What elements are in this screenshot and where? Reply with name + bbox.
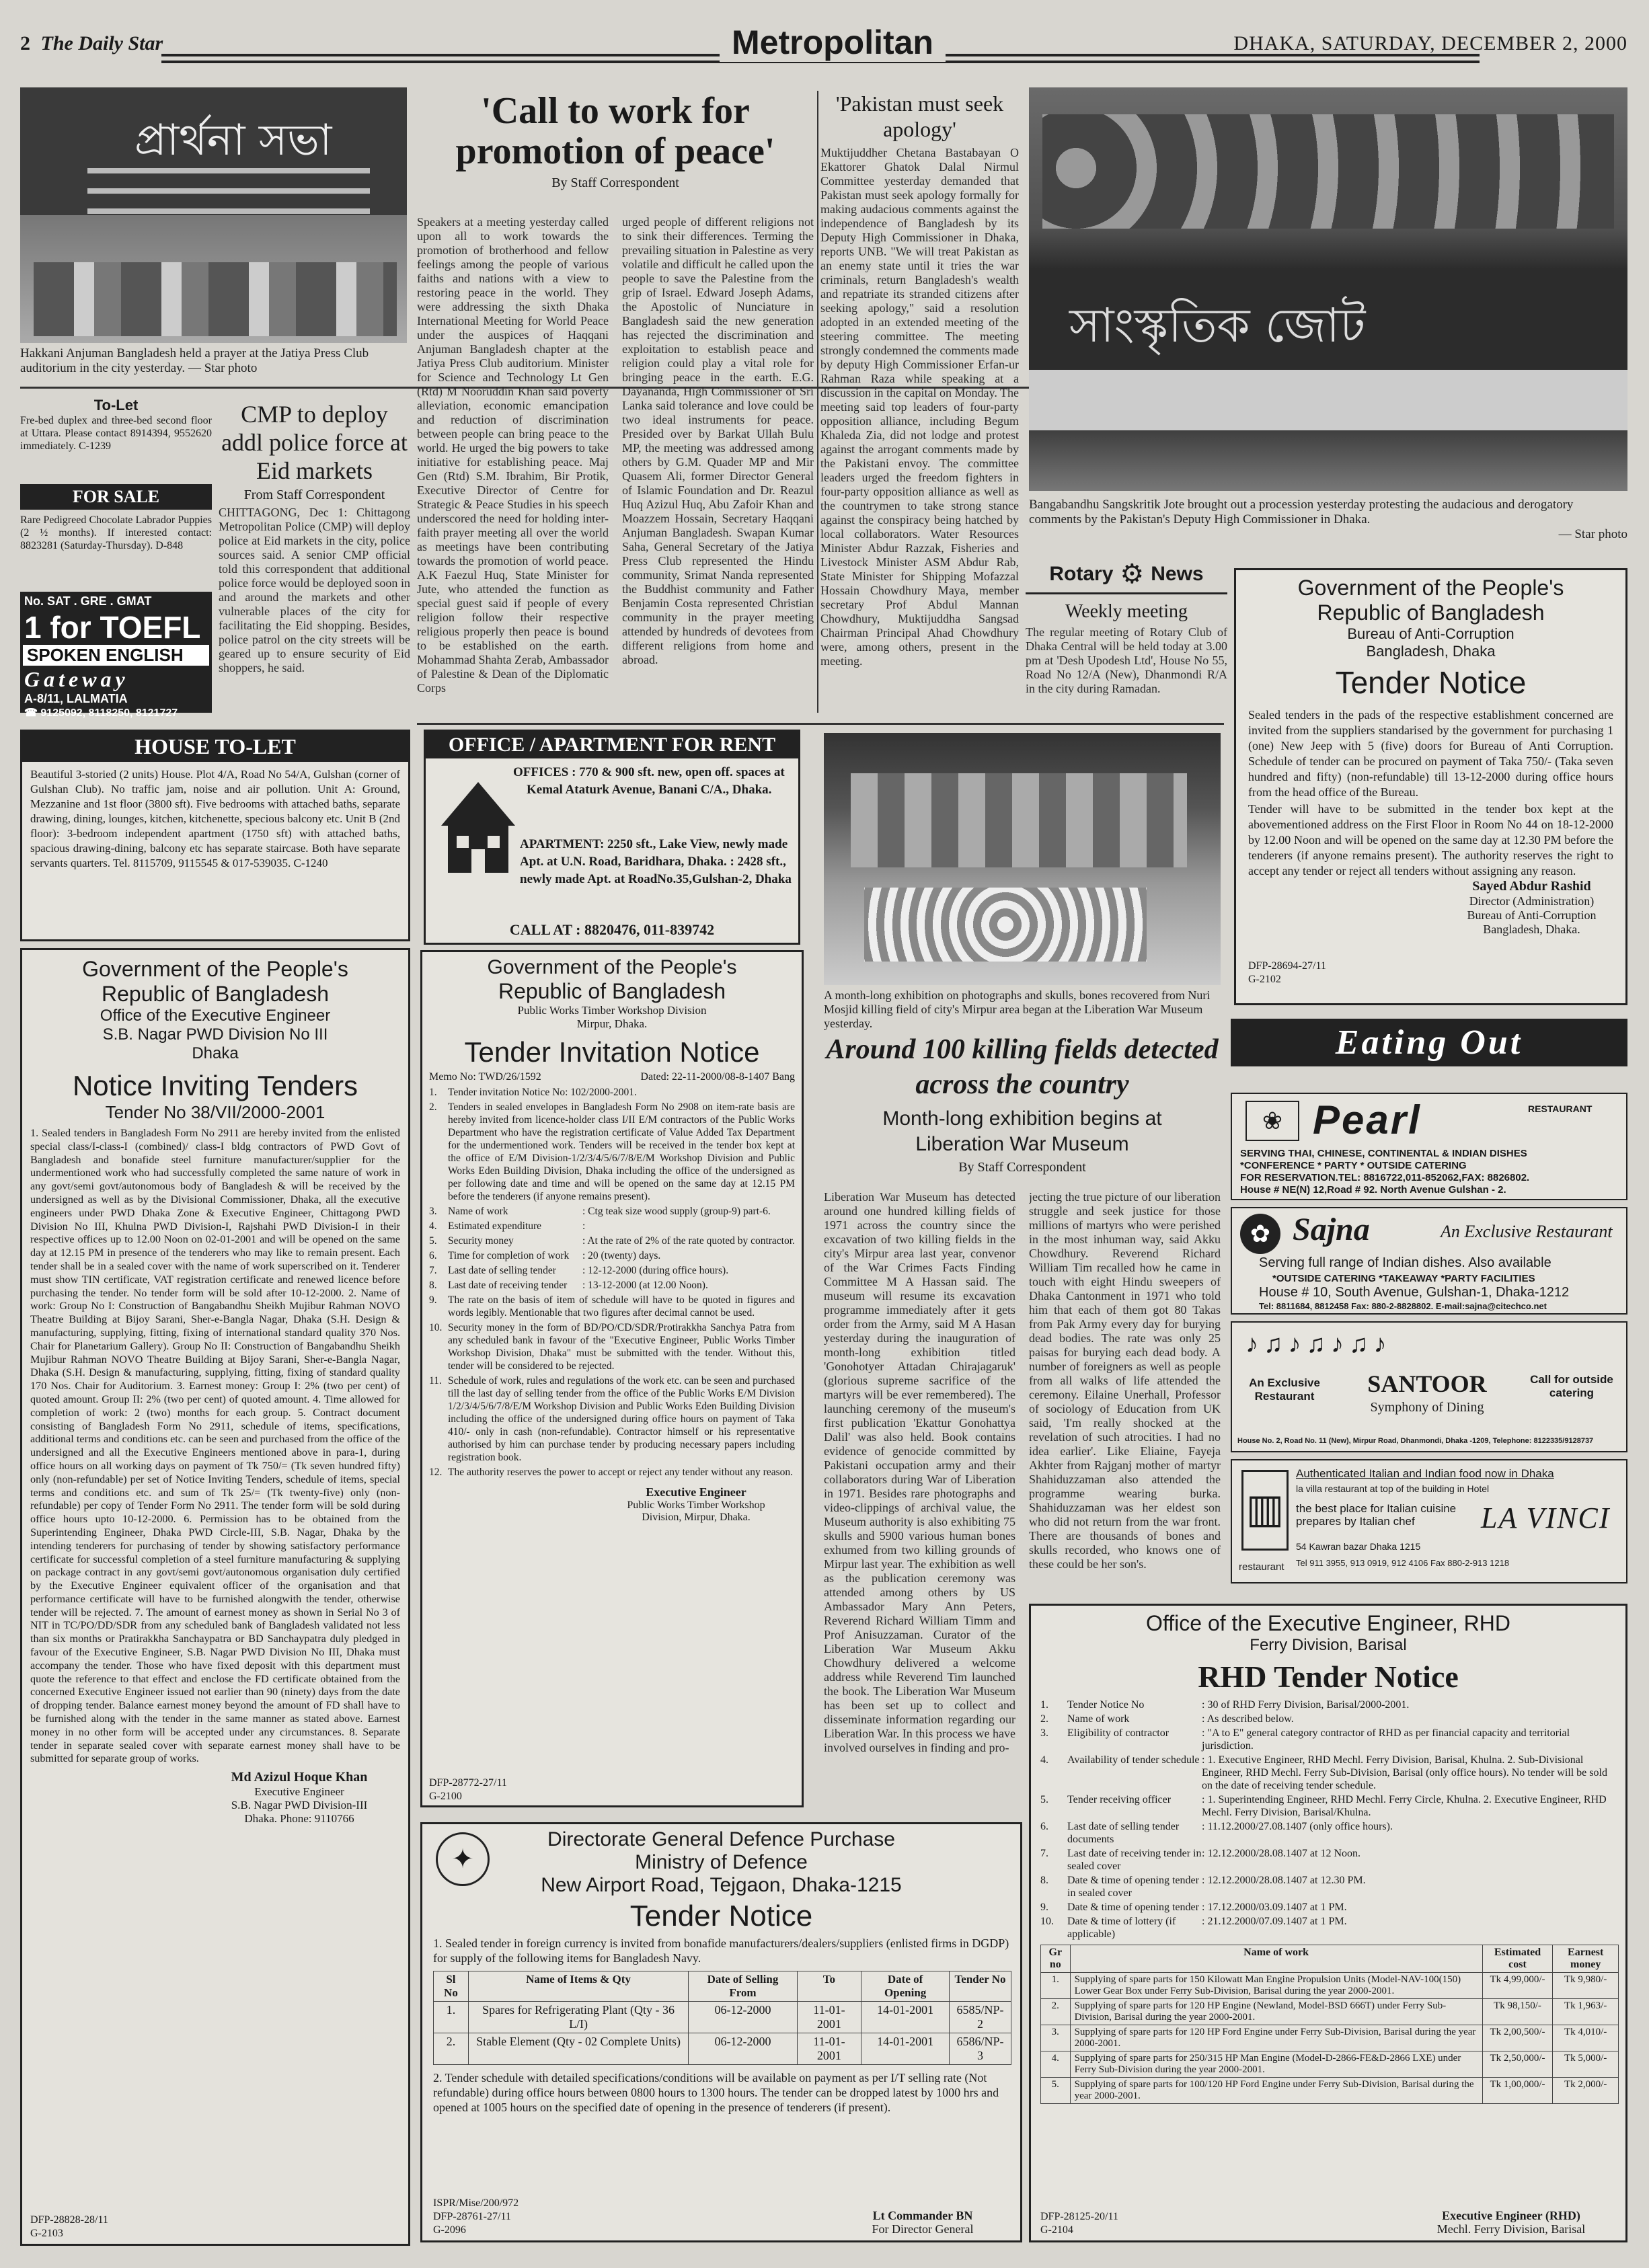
rhd-row-label: Eligibility of contractor [1067,1727,1169,1739]
ti-dfp: DFP-28772-27/11 [429,1777,507,1789]
rhd-table-header: Gr no [1041,1945,1071,1973]
rhd-row-num: 5. [1040,1794,1048,1805]
procession-photo [1029,87,1627,491]
rhd-row-label: Date & time of opening tender in sealed cover [1067,1875,1199,1899]
lavinci-ad [1231,1459,1627,1583]
santoor-name: SANTOOR [1367,1370,1487,1397]
rhd-row-num: 2. [1040,1713,1048,1725]
rhd-table-cell: 2. [1041,1999,1071,2025]
pearl-line4: House # NE(N) 12,Road # 92. North Avenue Gulshan - 2. [1240,1184,1506,1196]
caption-credit: — Star photo [188,361,258,375]
pwd-title: Notice Inviting Tenders [72,1070,358,1101]
rotary-news [1026,558,1227,713]
rhd-row-value: : As described below. [1202,1713,1294,1725]
procession-credit: — Star photo [1558,527,1627,541]
rhd-row-value: : 30 of RHD Ferry Division, Barisal/2000-2001. [1202,1699,1410,1711]
rhd-row-num: 9. [1040,1902,1048,1913]
sajna-logo-icon: ✿ [1240,1214,1280,1254]
rhd-office: Office of the Executive Engineer, RHD [1146,1611,1510,1635]
procession-caption [1029,498,1627,542]
pwd-tender-no: Tender No 38/VII/2000-2001 [105,1102,325,1122]
rhd-row-label: Last date of selling tender documents [1067,1821,1180,1845]
defence-table-cell: Spares for Refrigerating Plant (Qty - 36 L/I) [468,2002,688,2033]
defence-dfp: DFP-28761-27/11 [433,2211,511,2222]
rhd-row-value: : 12.12.2000/28.08.1407 at 12.30 PM. [1202,1875,1366,1886]
rhd-table-header: Earnest money [1553,1945,1619,1973]
rhd-row [1040,1820,1616,1846]
masthead [20,20,1627,67]
pakistan-text: Muktijuddher Chetana Bastabayan O Ekattorer Ghatok Dalal Nirmul Committee yesterday demanded that Pakistan must seek apology formally for making audacious comments against the independence of Bangladesh by its Deputy High Commissioner in Dhaka, reports UNB. "We will treat Pakistan as an enemy state until it tries the war criminals, return Bangladesh's wealth and repatriate its stranded citizens after seeking apology," said a resolution adopted in an extended meeting of the steering committee. The meeting strongly condemned the comments made by deputy High Commissioner Erfan-ur Rahman Raza while speaking at a discussion in the capital on Monday. The meeting said top leaders of four-party opposition alliance, including Begum Khaleda Zia, did not lodge and protest against the arrogant comments made by the Pakistani envoy. The committee leaders urged the freedom fighters in four-party opposition alliance as well as the countrymen to take strong stance against the conspiracy being hatched by local collaborators. Water Resources Minister Abdur Razzak, Fisheries and Livestock Minister ASM Abdur Rab, State Minister for Shipping Mofazzal Hossain Chowdhury Maya, member secretary Prof Abdul Mannan Chowdhury, Muktijuddha Sangsad Chairman Principal Ahad Chowdhury were, among others, present in the meeting. [820,146,1019,668]
santoor-addr: House No. 2, Road No. 11 (New), Mirpur Road, Dhanmondi, Dhaka -1209, Telephone: 8122335/9128737 [1237,1437,1594,1445]
lavinci-line1: Authenticated Italian and Indian food now in Dhaka [1296,1467,1554,1480]
lavinci-addr: 54 Kawran bazar Dhaka 1215 [1296,1541,1421,1552]
office-rent-ad [424,730,800,945]
rhd-row-label: Date & time of opening tender [1067,1902,1199,1913]
defence-signer: Lt Commander BN [872,2209,973,2222]
pwd-tender-notice [20,948,410,2246]
rhd-table-cell: Tk 2,000/- [1553,2078,1619,2104]
ti-row [429,1279,795,1292]
pwd-division: S.B. Nagar PWD Division No III [102,1025,328,1044]
rhd-table [1040,1945,1619,2104]
offices-label: OFFICES [513,765,569,779]
toefl-line4: Gateway [24,667,129,691]
ti-row [429,1220,795,1233]
pearl-line3: FOR RESERVATION.TEL: 8816722,011-852062,FAX: 8826802. [1240,1172,1530,1183]
caption-text: Hakkani Anjuman Bangladesh held a prayer at the Jatiya Press Club auditorium in the city yesterday. [20,346,369,375]
lavinci-line2: la villa restaurant at top of the building in Hotel [1296,1483,1490,1494]
ti-row-value: : 12-12-2000 (during office hours). [582,1265,729,1276]
ti-row-num: 11. [429,1375,442,1386]
ti-row-num: 4. [429,1220,437,1232]
pwd-office: Office of the Executive Engineer [100,1007,331,1025]
pearl-ad [1231,1093,1627,1200]
rhd-table-cell: Supplying of spare parts for 120 HP Ford Engine under Ferry Sub-Division, Barisal during the year 2000-2001. [1070,2025,1482,2051]
page-number-and-paper [20,32,163,55]
pearl-logo-icon: ❀ [1245,1101,1299,1141]
ti-row [429,1235,795,1247]
ti-row-label: The rate on the basis of item of schedule will have to be quoted in figures and words legibly. Mentionable that two figures after decimal cannot be used. [448,1294,795,1319]
peace-byline: By Staff Correspondent [551,175,679,190]
rhd-row [1040,1698,1616,1711]
section-title: Metropolitan [720,23,946,62]
ti-row-label: Last date of selling tender [448,1265,556,1276]
rhd-row-value: : 12.12.2000/28.08.1407 at 12 Noon. [1202,1848,1360,1859]
ti-row-label: The authority reserves the power to accept or reject any tender without any reason. [448,1467,794,1478]
defence-table-header: Date of Selling From [689,1971,797,2002]
rhd-dfp: DFP-28125-20/11 [1040,2211,1118,2222]
ti-row-num: 10. [429,1322,443,1333]
killing-col1: Liberation War Museum has detected around one hundred killing fields of 1971 across the country since the excavation of two killing fields in the city's Mirpur area last year, convenor of the War Crimes Facts Finding Committee M A Hassan said. The museum will resume its excavation programme immediately after it gets order from the Army, said M A Hasan yesterday during the inauguration of month-long exhibition titled 'Gonohotyer Attadan Chirajagaruk' (glorious supreme sacrifice of the martyrs will be ever remembered). The launching ceremony of the museum's first publication 'Ekattur Gonohattya Dalil' was also held. Book contains evidence of genocide committed by Pakistani occupation army and their collaborators during War of Liberation in 1971. Besides rare photographs and video-clippings of archival value, the Museum authority is also exhibiting 75 skulls and 5900 various human bones exhumed from two killing grounds of Mirpur last year. The exhibition as well as the publication ceremony was attended among others by US Ambassador Mary Ann Peters, Reverend Richard William Timm and Prof Anisuzzaman. Curator of the Liberation War Museum Akku Chowdhury delivered a welcome address while Reverend Tim launched the book. The Liberation War Museum has been set up to collect and disseminate information regarding our Liberation War. In this process we have involved ourselves in finding and pro- [824,1190,1015,1754]
acc-gov1: Government of the People's [1297,576,1564,600]
ti-row [429,1374,795,1464]
ti-signer: Executive Engineer [646,1485,746,1499]
rhd-row [1040,1915,1616,1941]
peace-story [417,91,814,713]
rhd-row-value: : "A to E" general category contractor of RHD as per financial capacity and territorial jurisdiction. [1202,1727,1570,1752]
ti-row-num: 3. [429,1206,437,1217]
defence-table-header: Date of Opening [861,1971,950,2002]
santoor-left: An Exclusive Restaurant [1249,1376,1320,1403]
pwd-gov2: Republic of Bangladesh [101,982,329,1006]
anti-corruption-tender [1234,568,1627,1005]
defence-table-cell: Stable Element (Qty - 02 Complete Units) [468,2033,688,2065]
ti-row [429,1086,795,1099]
pwd-signer: Md Azizul Hoque Khan [231,1770,368,1785]
rhd-row-label: Tender receiving officer [1067,1794,1172,1805]
rhd-table-cell: Supplying of spare parts for 250/315 HP Man Engine (Model-D-2866-FE&D-2866 LXE) under Ferry Sub-Division during the year 2000-2001. [1070,2051,1482,2078]
rhd-row-num: 4. [1040,1754,1048,1766]
ti-gov1: Government of the People's [487,956,737,978]
sajna-ad [1231,1207,1627,1315]
house-tolet-title: HOUSE TO-LET [22,732,408,762]
defence-table-header: Sl No [434,1971,469,2002]
defence-table-cell: 6586/NP-3 [950,2033,1011,2065]
sajna-line4: Tel: 8811684, 8812458 Fax: 880-2-8828802. E-mail:sajna@citechco.net [1259,1301,1547,1311]
peace-col2: urged people of different religions not to sink their differences. Terming the prevailing situation in Palestine as very volatile and difficult he called upon the people to save the Palestine from the grip of Israel. Edward Joseph Adams, the Apostolic of Nunciature in Bangladesh said the new generation has rejected the discrimination and exploitation to establish peace and religion could play a vital role for bringing peace in the earth. E.G. Dayananda, High Commissioner of Sri Lanka said tolerance and love could be two ideal instruments for peace. Presided over by Barkat Ullah Bulu MP, the meeting was addressed among others by G.M. Quader MP and Mir Quasem Ali, former Director General of Islamic Foundation and Dr. Reazul Huq Azizul Huq, Abu Zafoir Khan and Moazzem Hossain, Secretary Haqqani Anjuman Bangladesh. Swapan Kumar Saha, General Secretary of the Jatiya Press Club represented the Hindu community, Srimat Nanda represented the Buddhist community and Father Benjamin Costa represented Christian community in the prayer meeting attended by hundreds of devotees from different religions from home and abroad. [622,215,814,666]
defence-table-cell: 06-12-2000 [689,2002,797,2033]
procession-banner: সাংস্কৃতিক জোট [1069,298,1366,353]
defence-ispr: ISPR/Mise/200/972 [433,2197,519,2209]
peace-headline: 'Call to work for promotion of peace' [455,90,775,172]
acc-text1: Sealed tenders in the pads of the respective establishment concerned are invited from the suppliers standarised by the government for purchasing 1 (one) New Jeep with 5 (five) doors for Bureau of Anti Corruption. Schedule of tender can be procured on payment of Taka 750/- (Taka seven hundred and fifty) (non-refundable) till 13-12-2000 during office hours from the head office of the Bureau. [1248,708,1613,799]
rhd-table-row [1041,1999,1619,2025]
page-number: 2 [20,32,30,54]
rhd-row-num: 10. [1040,1916,1054,1927]
lavinci-brand: LA VINCI [1481,1501,1611,1534]
rhd-table-cell: Supplying of spare parts for 150 Kilowatt Man Engine Propulsion Units (Model-NAV-100(150) Lower Gear Box under Ferry Sub-Division, Barisal during the year 2000-2001. [1070,1973,1482,1999]
defence-intro: 1. Sealed tender in foreign currency is invited from bonafide manufacturers/dealers/suppliers (enlisted firms in DGDP) for supply of the following items for Bangladesh Navy. [433,1937,1009,1965]
pwd-text: 1. Sealed tenders in Bangladesh Form No 2911 are hereby invited from the enlisted special class/I-class-I (combined)/ class-I bldg contractors of PWD Govt of Bangladesh and bonafide steel furniture manufacturer/supplier for the undermentioned work who had successfully completed the same nature of work in any govt/semi govt/autonomous body of Bangladesh & will be received by the undersigned as well as by the Divisional Commissioner, Dhaka, all the executive engineers under PWD Dhaka Zone & Executive Engineer, Chittagong PWD Division No III, Khulna PWD Division-I, Rajshahi PWD Division-I in their respective offices up to 12.00 Noon on 02-01-2001 and will be opened on the same day at 12.15 PM in presence of the tenderers who may like to remain present. Each tender shall be in a sealed cover with the name of work superscribed on it. Tenderer must show TIN certificate, VAT registration certificate and renewed licence before purchasing the tender. No tender form will be sold after 10-12-2000. 2. Name of work: Group No I: Construction of Bangabandhu Sheikh Mujibur Rahman NOVO Theatre Building at Bijoy Sarani, Sher-e-Bangla Nagar, Dhaka (S.H. Design & manufacturing, supplying, fitting, fixing of international standard quality 370 Nos. Chair for Planetarium Gallery). Group No II: Construction of Bangabandhu Sheikh Mujibur Rahman NOVO Theatre Building at Bijoy Sarani, Sher-e-Bangla Nagar, Dhaka (S.H. Design & manufacturing, supplying, fitting, fixing of standard quality 170 Nos. Chair for Auditorium. 3. Earnest money: Group I: 2% (two per cent) of quoted amount. Group II: 2% (two per cent) of quoted amount. 4. Time allowed for completion of work: 2 (two) months for each group. 5. Contract document consisting of Bangladesh Form No 2911, schedule of items, specifications, additional terms and conditions etc. can be seen and purchased from the office of the undersigned and all the Executive Engineers mentioned above in para-1, during office hours on all working days on payment of Tk 750/= (Tk seven hundred fifty) only (non-refundable) per set of Notice Inviting Tenders, schedule of items, special terms and conditions etc. and sum of Tk 25/= (Tk twenty-five) only (non-refundable) per copy of Tender Form No 2911. The tender form will be sold during office hours upto 10-12-2000. 6. Permission has to be obtained from the Superintending Engineer, Dhaka PWD Circle-III, S.B. Nagar, Dhaka by the intending tenderers for purchasing of tender by showing satisfactory performance certificate for successful completion of a steel furniture manufacturing & supplying on package contract in any govt/semi govt/autonomous organisation duly certified by the Executive Engineer equivalent officer of the organisation and that performance certificate will have to be furnished alongwith the tender, otherwise tender will be rejected. 7. The amount of earnest money as shown in Serial No 3 of NIT in TC/PO/DD/SDR from any scheduled bank of Bangladesh validated not less than six months or Pratirakkha Sanchaypatra or BD Sanchaypatra duly pledged in favour of the Executive Engineer, S.B. Nagar PWD Division No III, Dhaka must accompany the tender. Those who have fixed deposit with this department must quote the reference to that effect and enclose the FD certificate obtained from the concerned Executive Engineer issued not earlier than 90 (ninety) days from the date of dropping tender. Balance earnest money beyond the amount of FD shall have to be furnished along with the tender in the same manner as stated above. Earnest money in no other form will be accepted under any circumstances. 8. Separate tender in separate sealed cover with separate earnest money shall have to be submitted for separate group of works. [30,1127,400,1765]
rhd-table-cell: 5. [1041,2078,1071,2104]
pwd-div: S.B. Nagar PWD Division-III [231,1799,368,1812]
sajna-line3: House # 10, South Avenue, Gulshan-1, Dhaka-1212 [1259,1285,1570,1300]
rhd-row-label: Availability of tender schedule [1067,1754,1200,1766]
ti-row-label: Security money [448,1235,514,1247]
ti-row-label: Name of work [448,1206,508,1217]
rhd-table-cell: Supplying of spare parts for 100/120 HP Ford Engine under Ferry Sub-Division, Barisal during the year 2000-2001. [1070,2078,1482,2104]
rotary-title-right: News [1151,562,1204,585]
rhd-table-cell: Tk 9,980/- [1553,1973,1619,1999]
ti-gov2: Republic of Bangladesh [498,979,726,1003]
exhibition-photo [824,733,1221,985]
rhd-row-num: 1. [1040,1699,1048,1711]
rhd-tender-notice [1029,1604,1627,2242]
ti-rows [422,1086,802,1479]
toefl-line2: 1 for TOEFL [24,610,201,645]
ti-sign3: Division, Mirpur, Dhaka. [642,1512,751,1523]
tolet-title: To-Let [93,397,139,414]
defence-table-cell: 11-01-2001 [797,2033,861,2065]
defence-sign2: For Director General [872,2222,974,2236]
pearl-name: Pearl [1313,1097,1422,1142]
pwd-dfp: DFP-28828-28/11 [30,2214,108,2226]
defence-table-header: Name of Items & Qty [468,1971,688,2002]
house-icon [438,779,519,879]
defence-table-cell: 14-01-2001 [861,2033,950,2065]
prayer-meeting-photo [20,87,407,343]
peace-col1: Speakers at a meeting yesterday called upon all to work towards the promotion of brotherhood and fellow feelings among the people of various faiths and nations with a view to restoring peace in the world. They were addressing the sixth Dhaka International Meeting for World Peace under the auspices of Haqqani Anjuman Bangladesh chapter at the Jatiya Press Club auditorium. Minister for Science and Technology Lt Gen (Rtd) M Nooruddin Khan said poverty alleviation, economic emancipation and reduction of discrimination between people can bring peace to the world. He urged the big powers to take initiative for establishing peace. Maj Gen (Rtd) S.M. Ibrahim, Bir Protik, Executive Director of Centre for Strategic & Peace Studies in his speech underscored the need for holding inter-faith prayer meeting all over the world as meetings have been contributing towards the promotion of world peace. A.K Faezul Huq, State Minister for Jute, who attended the function as special guest said if people of every religion follow their respective religious properly then peace is bound to be established on the earth. Mohammad Shahta Zerab, Ambassador of Palestine & Dean of the Diplomatic Corps [417,215,609,695]
rhd-table-cell: 1. [1041,1973,1071,1999]
ti-row-value: : 13-12-2000 (at 12.00 Noon). [582,1280,708,1291]
ti-row-value: : [582,1220,586,1232]
killing-col2: jecting the true picture of our liberation struggle and seek justice for those millions of martyrs who were perished in the most inhuman way, said Akku Chowdhury. Reverend Richard William Tim recalled how he came in touch with eight Hindu sweepers of Dhaka Cantonment in 1971 who told him that each of them got 80 Takas from Pak Army every day for burying dead bodies. The rate was only 25 paisas for burying each dead body. A number of foreigners as well as people from all walks of life attended the ceremony. Eilaine Unerhall, Professor of sociology of Education from UK said, 'I'm really shocked at the revelation of such atrocities. I had no idea earlier'. Like Eliaine, Fayeja Akhter from Rajganj mother of martyr Shahiduzzaman also attended the programme wearing burka. Shahiduzzaman was her eldest son who did not return from the war front. There are thousands of bones and skulls recorded, who knows one of these could be her son's. [1029,1190,1221,1571]
rhd-row-num: 7. [1040,1848,1048,1859]
pakistan-headline: 'Pakistan must seek apology' [835,91,1004,141]
house-tolet-text: Beautiful 3-storied (2 units) House. Plot 4/A, Road No 54/A, Gulshan (corner of Gulshan Club). No traffic jam, noise and air pollution. Unit A: Ground, Mezzanine and 1st floor (3800 sft). Five bedrooms with attached baths, separate drawing, dining, lounges, kitchen, kitchenette, specious balcony etc. Unit B (2nd floor): 3-bedroom independent apartment (1750 sft) with attached baths, spacious drawing-dining, balcony etc has separate staircase. Both have separate servants quarters. Tel. 8115709, 9115545 & 017-539035. C-1240 [30,768,400,869]
ti-row-label: Tenders in sealed envelopes in Bangladesh Form No 2908 on item-rate basis are hereby invited from licence-holder class I/II E/M contractors of the Public Works Department who have the registration certificate of Value Added Tax Department for the undermentioned work. Tenders will be received in the tender box kept at the office of E/M Division-1/2/3/4/5/6/7/8/E/M Workshop Division and Public Works Eden Building Division, Dhaka including the office of the undersigned as per following date and time and will be opened on the same day at 12.15 PM before the tenderers (if anyone remains present). [448,1101,795,1202]
pwd-gov1: Government of the People's [82,957,348,981]
offices-text: : 770 & 900 sft. new, open off. spaces at Kemal Ataturk Avenue, Banani C/A., Dhaka. [527,765,785,797]
rhd-title: RHD Tender Notice [1198,1659,1459,1694]
rhd-table-cell: Tk 1,00,000/- [1482,2078,1553,2104]
defence-table-cell: 2. [434,2033,469,2065]
defence-table-cell: 11-01-2001 [797,2002,861,2033]
rotary-wheel-icon: ⚙ [1120,559,1145,589]
sajna-tag: An Exclusive Restaurant [1441,1222,1613,1241]
rhd-table-cell: Tk 1,963/- [1553,1999,1619,2025]
rhd-table-cell: Supplying of spare parts for 120 HP Engine (Newland, Model-BSD 666T) under Ferry Sub-Division, Barisal during the year 2000-2001. [1070,1999,1482,2025]
rhd-table-header: Name of work [1070,1945,1482,1973]
ti-row-label: Schedule of work, rules and regulations of the work etc. can be seen and purchased till the last day of selling tender from the office of the Public Works E/M Division 1/2/3/4/5/6/7/8/E/M Workshop Division and Public Works Eden Building Division including the office of the undersigned during office hours on payment of Taka 410/- only in cash (non-refundable). Contractor himself or his representative authorised by him can purchase tender by producing necessary papers including registration book. [448,1375,795,1463]
defence-notice: Tender Notice [629,1900,813,1932]
tolet-text: Fre-bed duplex and three-bed second floor at Uttara. Please contact 8914394, 9552620 immediately. C-1239 [20,415,212,452]
apartment-label: APARTMENT: [520,837,605,851]
rhd-table-row [1041,2025,1619,2051]
rhd-row-label: Tender Notice No [1067,1699,1145,1711]
ti-row-label: Tender invitation Notice No: 102/2000-2001. [448,1087,637,1098]
killing-byline: By Staff Correspondent [958,1160,1086,1175]
rhd-table-cell: Tk 4,99,000/- [1482,1973,1553,1999]
banner-text: প্রার্থনা সভা [135,116,332,165]
office-rent-title: OFFICE / APARTMENT FOR RENT [426,732,798,758]
ti-sub2: Mirpur, Dhaka. [576,1017,648,1030]
rhd-row-value: : 1. Superintending Engineer, RHD Mechl. Ferry Circle, Khulna. 2. Executive Engineer, RHD Mechl. Ferry Division, Barisal/Khulna. [1202,1794,1607,1818]
ti-dated: Dated: 22-11-2000/08-8-1407 Bang [640,1071,795,1083]
santoor-right: Call for outside catering [1530,1373,1613,1399]
rhd-table-cell: Tk 2,50,000/- [1482,2051,1553,2078]
ti-row-label: Estimated expenditure [448,1220,542,1232]
pearl-tag: RESTAURANT [1528,1103,1593,1114]
lavinci-tel: Tel 911 3955, 913 0919, 912 4106 Fax 880-2-913 1218 [1296,1558,1510,1568]
pakistan-story [820,91,1019,713]
prayer-photo-caption [20,346,407,376]
cmp-headline: CMP to deploy addl police force at Eid markets [221,401,408,484]
acc-city: Bangladesh, Dhaka [1366,643,1496,660]
acc-designation: Director (Administration) [1469,894,1595,908]
rhd-row-value: : 11.12.2000/27.08.1407 (only office hours). [1202,1821,1393,1832]
procession-caption-text: Bangabandhu Sangskritik Jote brought out a procession yesterday protesting the audacious and derogatory comments by the Pakistan's Deputy High Commissioner in Dhaka. [1029,498,1574,526]
paper-name: The Daily Star [40,32,163,54]
acc-text2: Tender will have to be submitted in the tender box kept at the abovementioned address on the First Floor in Room No 44 on 18-12-2000 by 12.00 Noon and will be opened on the same day at 12.30 PM before the tenderers (if anyone remains present). The authority reserves the right to accept any tender or reject all tenders without assigning any reason. [1248,802,1613,877]
cmp-story [219,400,410,716]
dateline: DHAKA, SATURDAY, DECEMBER 2, 2000 [1233,32,1627,54]
ti-sign2: Public Works Timber Workshop [627,1499,765,1511]
toefl-ad [20,592,212,719]
ti-memo: Memo No: TWD/26/1592 [429,1071,541,1083]
defence-note: 2. Tender schedule with detailed specifications/conditions will be available on payment as per I/T selling rate (Not refundable) during office hours between 0800 hours to 1300 hours. The tender can be dropped latest by 1000 hrs and opened at 1005 hours on the specified date of opening in the presence of tenderers (if present). [433,2071,999,2114]
rhd-table-cell: Tk 5,000/- [1553,2051,1619,2078]
rhd-row-num: 6. [1040,1821,1048,1832]
rotary-title-left: Rotary [1049,562,1114,585]
defence-table-row [434,2033,1011,2065]
toefl-line1: No. SAT . GRE . GMAT [24,594,152,608]
rhd-table-cell: Tk 98,150/- [1482,1999,1553,2025]
defence-purchase-tender [420,1822,1022,2242]
rhd-row-num: 8. [1040,1875,1048,1886]
pwd-city: Dhaka [192,1044,239,1062]
ti-g: G-2100 [429,1791,462,1802]
rhd-row [1040,1727,1616,1752]
rhd-row [1040,1901,1616,1914]
defence-table-cell: 1. [434,2002,469,2033]
santoor-instruments-icon: ♪♫♪♫♪♫♪ [1245,1330,1392,1358]
ti-row-num: 9. [429,1294,437,1306]
rhd-row [1040,1874,1616,1900]
defence-title3: New Airport Road, Tejgaon, Dhaka-1215 [541,1874,902,1896]
lavinci-left: restaurant [1239,1561,1284,1573]
rhd-table-cell: Tk 2,00,500/- [1482,2025,1553,2051]
pwd-g: G-2103 [30,2228,63,2239]
ti-row [429,1294,795,1319]
ti-row [429,1249,795,1262]
ti-row [429,1264,795,1277]
defence-table [433,1971,1011,2065]
defence-table-cell: 06-12-2000 [689,2033,797,2065]
rhd-g: G-2104 [1040,2224,1073,2236]
rhd-table-row [1041,1973,1619,1999]
ti-row-num: 2. [429,1101,437,1113]
sajna-name: Sajna [1293,1212,1370,1247]
rhd-table-header: Estimated cost [1482,1945,1553,1973]
defence-g: G-2096 [433,2224,466,2236]
timber-tender-notice [420,950,804,1807]
acc-dfp: DFP-28694-27/11 [1248,960,1326,972]
defence-title1: Directorate General Defence Purchase [547,1828,895,1850]
rhd-row-num: 3. [1040,1727,1048,1739]
rhd-sign2: Mechl. Ferry Division, Barisal [1436,2222,1586,2236]
ti-row [429,1321,795,1372]
ti-row [429,1466,795,1479]
pwd-phone: Dhaka. Phone: 9110766 [244,1812,354,1826]
ti-row-num: 12. [429,1467,443,1478]
rotary-subhead: Weekly meeting [1065,601,1188,622]
lavinci-logo-icon: ▥ [1241,1470,1289,1551]
defence-table-cell: 6585/NP-2 [950,2002,1011,2033]
eating-out-title: Eating Out [1231,1019,1627,1066]
rhd-table-cell: 4. [1041,2051,1071,2078]
sajna-line1: Serving full range of Indian dishes. Also available [1259,1255,1551,1270]
defence-table-header: To [797,1971,861,2002]
rhd-table-row [1041,2051,1619,2078]
santoor-ad [1231,1321,1627,1452]
cmp-byline: From Staff Correspondent [243,487,385,502]
for-sale-title: FOR SALE [20,484,212,510]
sajna-line2: *OUTSIDE CATERING *TAKEAWAY *PARTY FACILITIES [1272,1273,1535,1284]
acc-gov2: Republic of Bangladesh [1317,600,1545,625]
acc-org-city: Bangladesh, Dhaka. [1483,923,1580,936]
rhd-row-label: Date & time of lottery (if applicable) [1067,1916,1176,1940]
ti-row-num: 6. [429,1250,437,1261]
defence-table-row [434,2002,1011,2033]
rhd-table-cell: Tk 4,010/- [1553,2025,1619,2051]
ti-row-value: : 20 (twenty) days. [582,1250,661,1261]
defence-emblem-icon: ✦ [436,1832,490,1886]
ti-row-value: : Ctg teak size wood supply (group-9) part-6. [582,1206,771,1217]
ti-row-label: Last date of receiving tender [448,1280,568,1291]
eating-out-section [1231,1019,1627,1590]
ti-sub1: Public Works Timber Workshop Division [517,1004,707,1017]
for-sale-text: Rare Pedigreed Chocolate Labrador Puppies (2 ½ months). If interested contact: 8823281 (Saturday-Thursday). D-848 [20,514,212,551]
rhd-table-row [1041,2078,1619,2104]
rhd-rows [1031,1698,1625,1941]
apartment-text: 2250 sft., Lake View, newly made Apt. at U.N. Road, Baridhara, Dhaka. : 2428 sft., newly made Apt. at RoadNo.35,Gulshan-2, Dhaka [520,837,792,886]
acc-g: G-2102 [1248,974,1281,985]
lavinci-line3: the best place for Italian cuisine prepares by Italian chef [1296,1502,1457,1528]
rotary-text: The regular meeting of Rotary Club of Dhaka Central will be held today at 3.00 pm at 'Desh Upodesh Ltd', House No 55, Road No 12/A (New), Dhanmondi R/A in the city during Ramadan. [1026,625,1227,695]
ti-row [429,1205,795,1218]
rhd-row [1040,1754,1616,1792]
ti-row [429,1101,795,1203]
pearl-line1: SERVING THAI, CHINESE, CONTINENTAL & INDIAN DISHES [1240,1148,1527,1159]
ti-row-label: Time for completion of work [448,1250,570,1261]
killing-subhead: Month-long exhibition begins at Liberation War Museum [882,1107,1162,1155]
defence-title2: Ministry of Defence [635,1851,808,1873]
killing-headline: Around 100 killing fields detected across the country [826,1034,1219,1100]
office-rent-call: CALL AT : 8820476, 011-839742 [509,921,715,938]
rhd-row [1040,1713,1616,1725]
toefl-line3: SPOKEN ENGLISH [23,645,209,666]
ti-row-value: : At the rate of 2% of the rate quoted by contractor. [582,1235,795,1247]
defence-table-cell: 14-01-2001 [861,2002,950,2033]
acc-signer: Sayed Abdur Rashid [1472,879,1591,894]
rhd-row-value: : 21.12.2000/07.09.1407 at 1 PM. [1202,1916,1347,1927]
ti-row-num: 8. [429,1280,437,1291]
ti-row-num: 5. [429,1235,437,1247]
ti-row-num: 7. [429,1265,437,1276]
defence-table-header: Tender No [950,1971,1011,2002]
acc-org: Bureau of Anti-Corruption [1467,908,1597,922]
house-tolet-ad [20,730,410,941]
rhd-division: Ferry Division, Barisal [1250,1636,1407,1654]
tolet-small-ad [20,397,212,481]
ti-row-label: Security money in the form of BD/PO/CD/SDR/Protirakkha Sanchya Patra from any scheduled bank in favour of the "Executive Engineer, Public Works Timber Workshop Division, Dhaka" must be submitted with the tender. Without this, tender will be considered to be rejected. [448,1322,795,1372]
pearl-line2: *CONFERENCE * PARTY * OUTSIDE CATERING [1240,1160,1467,1171]
rhd-row-value: : 17.12.2000/03.09.1407 at 1 PM. [1202,1902,1347,1913]
rhd-row-label: Last date of receiving tender in sealed cover [1067,1848,1202,1872]
rhd-row [1040,1847,1616,1873]
rhd-table-cell: 3. [1041,2025,1071,2051]
rhd-row-value: : 1. Executive Engineer, RHD Mechl. Ferry Division, Barisal, Khulna. 2. Sub-Divisional Engineer, RHD Mechl. Ferry Sub-Division, Barisal (only office hours). No tender will be sold on the date of receiving tender schedule. [1202,1754,1607,1791]
toefl-line6: ☎ 9125092, 8118250, 8121727 [24,707,178,719]
rhd-row [1040,1793,1616,1819]
exhibition-caption: A month-long exhibition on photographs and skulls, bones recovered from Nuri Mosjid killing field of city's Mirpur area began at the Liberation War Museum yesterday. [824,988,1211,1030]
santoor-tag: Symphony of Dining [1370,1400,1484,1415]
cmp-text: CHITTAGONG, Dec 1: Chittagong Metropolitan Police (CMP) will deploy police at Eid markets in the city, police sources said. A senior CMP official told this correspondent that additional police force would be deployed soon in and around the markets and other vulnerable places of the city for facilitating the Eid shopping. Besides, police patrol on the city streets will be geared up to ensure security of Eid shoppers, he said. [219,506,410,674]
rhd-row-label: Name of work [1067,1713,1130,1725]
pwd-designation: Executive Engineer [254,1785,344,1799]
ti-row-num: 1. [429,1087,437,1098]
ti-title: Tender Invitation Notice [464,1036,760,1068]
toefl-line5: A-8/11, LALMATIA [24,692,128,705]
acc-bureau: Bureau of Anti-Corruption [1347,625,1514,642]
for-sale-ad [20,484,212,585]
acc-title: Tender Notice [1335,665,1527,700]
rhd-signer: Executive Engineer (RHD) [1442,2209,1580,2222]
